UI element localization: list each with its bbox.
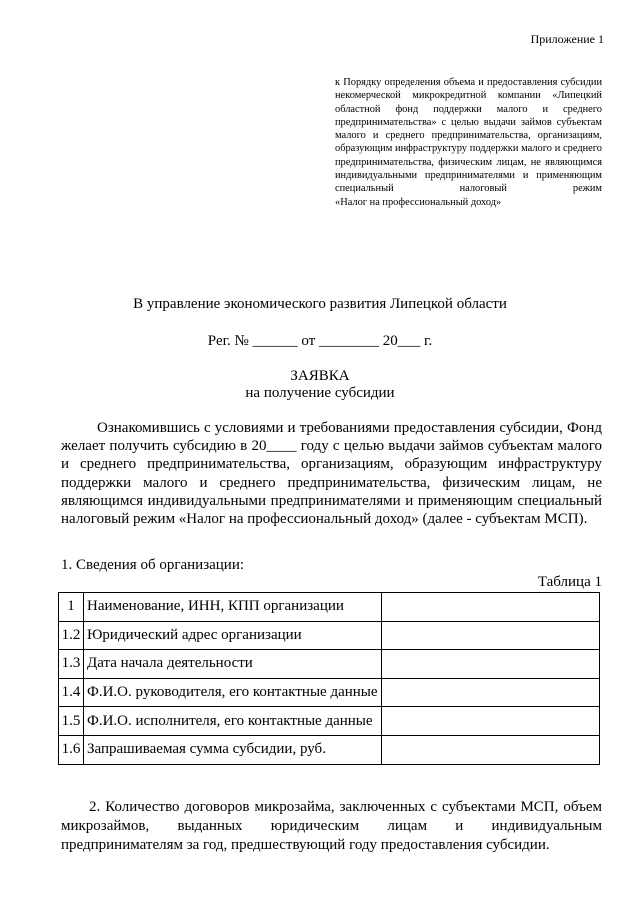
document-title-block: [0, 368, 640, 402]
procedure-reference: [335, 76, 602, 209]
row-value[interactable]: [381, 593, 599, 622]
row-number: 1: [59, 593, 84, 622]
row-number: 1.2: [59, 621, 84, 650]
row-label: Ф.И.О. руководителя, его контактные данные: [84, 678, 382, 707]
row-number: 1.3: [59, 650, 84, 679]
addressee: В управление экономического развития Липецкой области: [133, 296, 507, 312]
document-title: ЗАЯВКА: [290, 368, 350, 384]
procedure-text: к Порядку определения объема и предоставления субсидии некомерческой микрокредитной компании «Липецкий областной фонд поддержки малого и среднего предпринимательства» с целью выдачи займов субъектам малого и среднего предпринимательства, организациям, образующим инфраструктуру поддержки малого и среднего предпринимательства, физическим лицам, не являющимся индивидуальными предпринимателями и применяющим специальный налоговый режим: [335, 77, 602, 195]
table-row: [59, 707, 600, 736]
table-row: [59, 678, 600, 707]
row-value[interactable]: [381, 678, 599, 707]
row-label: Юридический адрес организации: [84, 621, 382, 650]
row-label: Ф.И.О. исполнителя, его контактные данные: [84, 707, 382, 736]
row-value[interactable]: [381, 707, 599, 736]
section1-heading: 1. Сведения об организации:: [61, 557, 245, 573]
row-label: Наименование, ИНН, КПП организации: [84, 593, 382, 622]
registration-line: Рег. № ______ от ________ 20___ г.: [207, 333, 433, 349]
row-number: 1.5: [59, 707, 84, 736]
row-label: Дата начала деятельности: [84, 650, 382, 679]
table-row: [59, 735, 600, 764]
table-row: [59, 650, 600, 679]
table-caption: Таблица 1: [537, 574, 602, 590]
row-value[interactable]: [381, 735, 599, 764]
row-number: 1.4: [59, 678, 84, 707]
document-subtitle: на получение субсидии: [245, 385, 395, 401]
table-row: [59, 621, 600, 650]
section2-paragraph: 2. Количество договоров микрозайма, заключенных с субъектами МСП, объем микрозаймов, выданных юридическим лицам и индивидуальным предпринимателям за год, предшествующий году предоставления субсидии.: [61, 799, 602, 853]
procedure-last-line: «Налог на профессиональный доход»: [335, 196, 502, 208]
row-label: Запрашиваемая сумма субсидии, руб.: [84, 735, 382, 764]
row-number: 1.6: [59, 735, 84, 764]
table-row: [59, 593, 600, 622]
row-value[interactable]: [381, 650, 599, 679]
appendix-label: Приложение 1: [530, 32, 604, 46]
intro-paragraph: Ознакомившись с условиями и требованиями предоставления субсидии, Фонд желает получить субсидию в 20____ году с целью выдачи займов субъектам малого и среднего предпринимательства, организациям, образующим инфраструктуру поддержки малого и среднего предпринимательства, физическим лицам, не являющимся индивидуальными предпринимателями и применяющим специальный налоговый режим «Налог на профессиональный доход» (далее - субъектам МСП).: [61, 420, 602, 528]
organization-info-table: [58, 592, 600, 765]
row-value[interactable]: [381, 621, 599, 650]
